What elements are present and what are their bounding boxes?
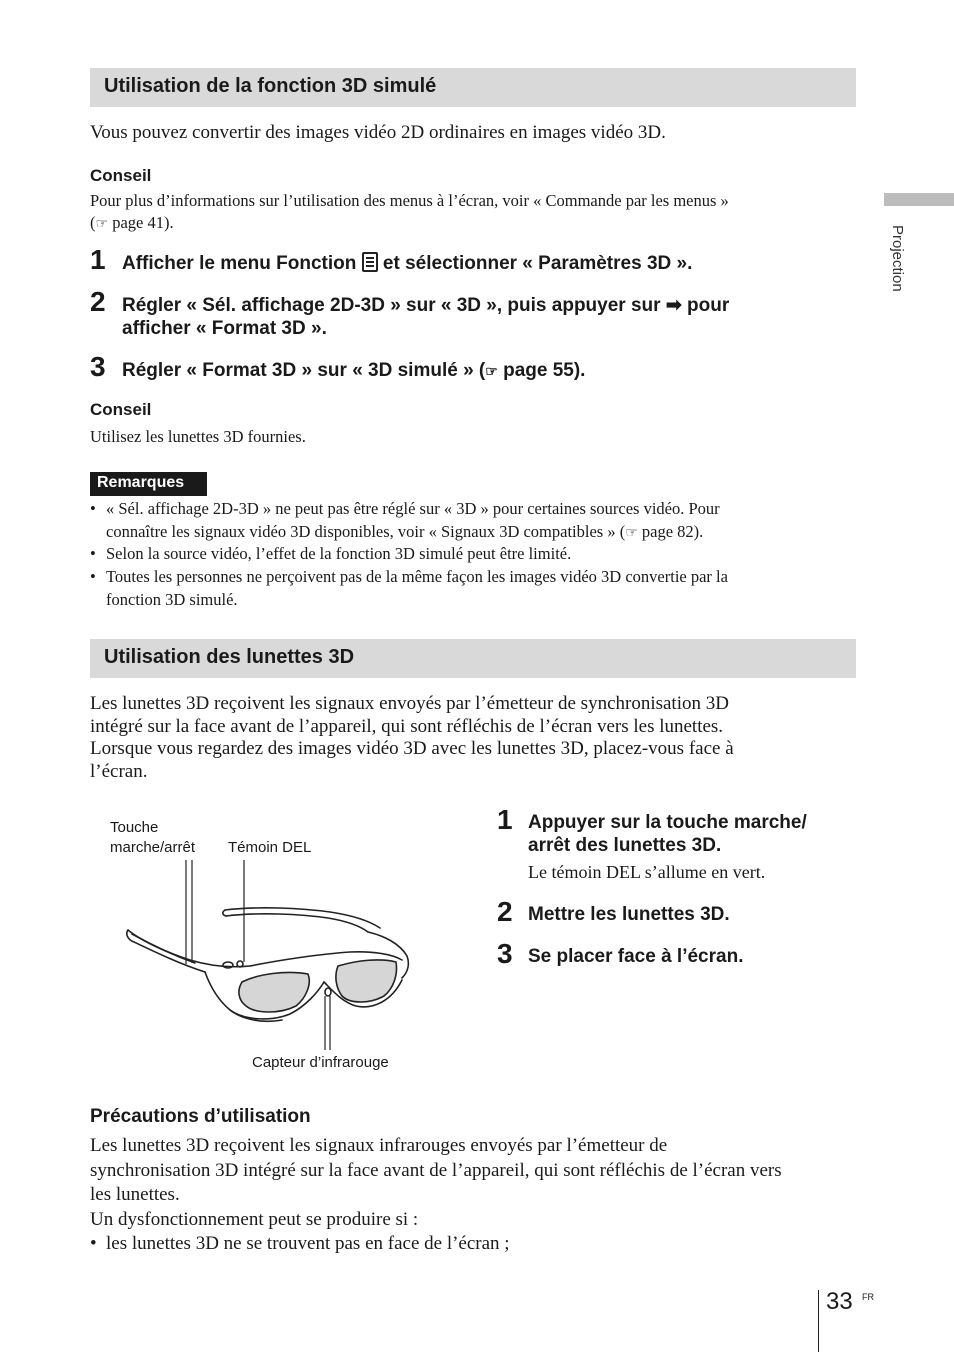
tip-heading: Conseil bbox=[90, 400, 152, 419]
tip-heading: Conseil bbox=[90, 166, 152, 185]
intro-text: Vous pouvez convertir des images vidéo 2D ordinaires en images vidéo 3D. bbox=[90, 122, 666, 143]
list-item: • les lunettes 3D ne se trouvent pas en face de l’écran ; bbox=[90, 1233, 510, 1254]
step-number: 3 bbox=[497, 938, 513, 969]
step-number: 2 bbox=[90, 286, 106, 317]
side-tab-bar bbox=[884, 193, 954, 206]
step-number: 1 bbox=[90, 244, 106, 275]
step-3-text: Se placer face à l’écran. bbox=[528, 946, 744, 967]
list-item: • « Sél. affichage 2D-3D » ne peut pas être réglé sur « 3D » pour certaines sources vidéo. Pour connaître les signaux vidéo 3D disponibles, voir « Signaux 3D compatibles » (☞ page 82). bbox=[106, 498, 720, 545]
step-3-text: Régler « Format 3D » sur « 3D simulé » (☞ page 55). bbox=[122, 360, 586, 381]
page-lang: FR bbox=[862, 1292, 874, 1302]
step-number: 2 bbox=[497, 896, 513, 927]
page-number: 33 bbox=[826, 1288, 853, 1315]
function-menu-icon bbox=[362, 252, 378, 272]
label-capteur: Capteur d’infrarouge bbox=[252, 1054, 389, 1071]
glasses-illustration bbox=[110, 860, 420, 1055]
step-number: 3 bbox=[90, 351, 106, 382]
intro-paragraph: Les lunettes 3D reçoivent les signaux envoyés par l’émetteur de synchronisation 3D intégré sur la face avant de l’appareil, qui sont réfléchis de l’écran vers les lunettes. Lorsque vous regardez des images vidéo 3D avec les lunettes 3D, placez-vous face à l’écran. bbox=[90, 693, 734, 782]
section-title: Utilisation des lunettes 3D bbox=[104, 646, 355, 668]
step-2-text: Régler « Sél. affichage 2D-3D » sur « 3D », puis appuyer sur ➡ pour afficher « Format 3D ». bbox=[122, 295, 730, 339]
step-1-text: Afficher le menu Fonction et sélectionner « Paramètres 3D ». bbox=[122, 253, 693, 274]
step-1-text: Appuyer sur la touche marche/ arrêt des lunettes 3D. bbox=[528, 812, 807, 856]
pointing-hand-icon: ☞ bbox=[485, 363, 498, 379]
label-touche: Touche marche/arrêt bbox=[110, 819, 196, 856]
pointing-hand-icon: ☞ bbox=[625, 525, 638, 541]
pointing-hand-icon: ☞ bbox=[95, 217, 109, 232]
section-header-lunettes-3d bbox=[90, 639, 856, 678]
precautions-heading: Précautions d’utilisation bbox=[90, 1106, 311, 1127]
remarks-badge: Remarques bbox=[90, 472, 207, 496]
page-divider bbox=[818, 1290, 819, 1352]
section-title: Utilisation de la fonction 3D simulé bbox=[104, 75, 437, 97]
right-arrow-icon: ➡ bbox=[665, 295, 682, 316]
step-number: 1 bbox=[497, 804, 513, 835]
label-temoin: Témoin DEL bbox=[228, 839, 312, 856]
tip-text: Utilisez les lunettes 3D fournies. bbox=[90, 427, 306, 446]
tip-text: Pour plus d’informations sur l’utilisation des menus à l’écran, voir « Commande par les menus » (☞ page 41). bbox=[90, 190, 729, 236]
list-item: • Selon la source vidéo, l’effet de la fonction 3D simulé peut être limité. bbox=[90, 544, 572, 563]
step-2-text: Mettre les lunettes 3D. bbox=[528, 904, 730, 925]
list-item: • Toutes les personnes ne perçoivent pas de la même façon les images vidéo 3D convertie par la fonction 3D simulé. bbox=[90, 567, 728, 609]
section-header-3d-simule bbox=[90, 68, 856, 107]
side-tab-label: Projection bbox=[889, 225, 906, 292]
precautions-paragraph: Les lunettes 3D reçoivent les signaux infrarouges envoyés par l’émetteur de synchronisation 3D intégré sur la face avant de l’appareil, qui sont réfléchis de l’écran vers les lunettes. Un dysfonctionnement peut se produire si : bbox=[90, 1135, 782, 1230]
step-note: Le témoin DEL s’allume en vert. bbox=[528, 862, 766, 882]
